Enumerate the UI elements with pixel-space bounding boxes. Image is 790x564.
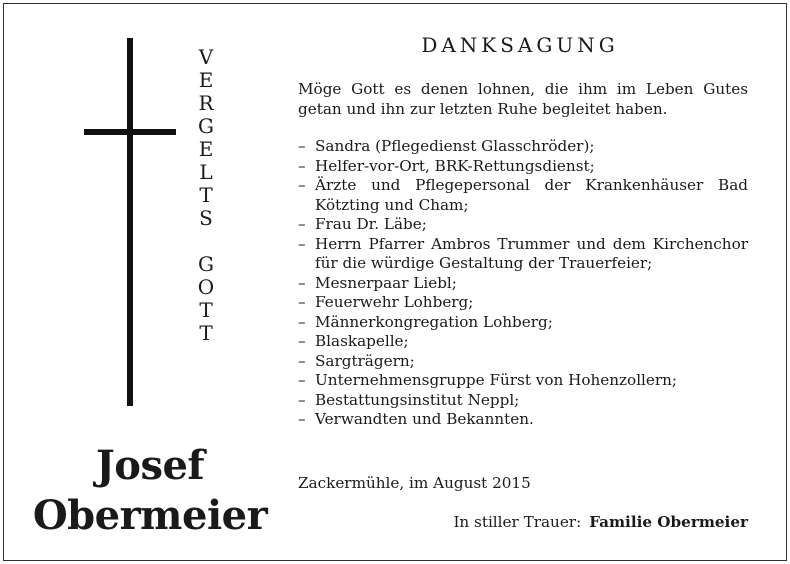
list-item-text: Mesnerpaar Liebl; — [315, 273, 457, 292]
deceased-first-name: Josef — [95, 442, 205, 489]
list-item — [298, 157, 748, 177]
list-item-text: Unternehmensgruppe Fürst von Hohenzollern; — [315, 371, 678, 389]
list-item-text: Helfer-vor-Ort, BRK-Rettungsdienst; — [315, 156, 595, 175]
list-item — [298, 215, 748, 235]
list-item — [298, 235, 748, 274]
list-dash: – — [298, 390, 306, 409]
signoff-label: In stiller Trauer: — [453, 513, 582, 531]
list-dash: – — [298, 371, 306, 389]
list-item — [298, 313, 748, 333]
cross-icon — [127, 38, 133, 406]
list-item — [298, 391, 748, 411]
list-dash: – — [298, 215, 306, 233]
list-item — [298, 293, 748, 313]
list-item — [298, 332, 748, 352]
list-dash: – — [298, 176, 306, 194]
list-item-text: Männerkongregation Lohberg; — [315, 312, 553, 331]
list-dash: – — [298, 312, 306, 331]
list-item-text: Ärzte und Pflegepersonal der Krankenhäuser Bad Kötzting und Cham; — [315, 176, 748, 214]
vertical-letter: T — [199, 321, 213, 345]
vertical-letter: G — [198, 252, 214, 276]
vertical-letter: G — [198, 114, 214, 138]
page-title: DANKSAGUNG — [421, 33, 619, 57]
vertical-letter: T — [199, 183, 213, 207]
list-item-text: Feuerwehr Lohberg; — [315, 293, 474, 311]
list-item-text: Frau Dr. Läbe; — [315, 215, 427, 233]
thanks-list — [298, 137, 748, 430]
list-dash: – — [298, 293, 306, 311]
list-dash: – — [298, 410, 306, 428]
intro-text: Möge Gott es denen lohnen, die ihm im Leben Gutes getan und ihn zur letzten Ruhe begleitet haben. — [298, 80, 748, 118]
vertical-letter: E — [198, 137, 214, 161]
list-item — [298, 137, 748, 157]
vertical-letter: L — [199, 160, 213, 184]
letter-gap — [192, 230, 220, 253]
vertical-letter: T — [199, 298, 213, 322]
vertical-letter: V — [198, 45, 214, 69]
list-item-text: Herrn Pfarrer Ambros Trummer und dem Kirchenchor für die würdige Gestaltung der Trauerfeier; — [315, 234, 748, 272]
list-dash: – — [298, 234, 306, 253]
signoff-family: Familie Obermeier — [589, 513, 748, 531]
vertical-letter: E — [198, 68, 214, 92]
list-dash: – — [298, 351, 306, 370]
place-date: Zackermühle, im August 2015 — [298, 474, 531, 492]
list-item — [298, 371, 748, 391]
vertical-letter: O — [197, 275, 215, 299]
list-item-text: Blaskapelle; — [315, 332, 409, 350]
list-dash: – — [298, 273, 306, 292]
list-item-text: Sargträgern; — [315, 351, 415, 370]
list-item-text: Sandra (Pflegedienst Glasschröder); — [315, 137, 595, 155]
list-item-text: Bestattungsinstitut Neppl; — [315, 390, 520, 409]
vertical-letter: S — [199, 206, 213, 230]
deceased-last-name: Obermeier — [32, 492, 268, 539]
cross-icon-bar — [84, 129, 176, 135]
list-item-text: Verwandten und Bekannten. — [315, 410, 534, 428]
vertical-text-vergelts-gott — [192, 46, 220, 345]
signoff — [453, 513, 748, 533]
list-item — [298, 410, 748, 430]
list-dash: – — [298, 137, 306, 155]
list-dash: – — [298, 156, 306, 175]
list-item — [298, 274, 748, 294]
vertical-letter: R — [198, 91, 214, 115]
list-item — [298, 176, 748, 215]
list-dash: – — [298, 332, 306, 350]
list-item — [298, 352, 748, 372]
